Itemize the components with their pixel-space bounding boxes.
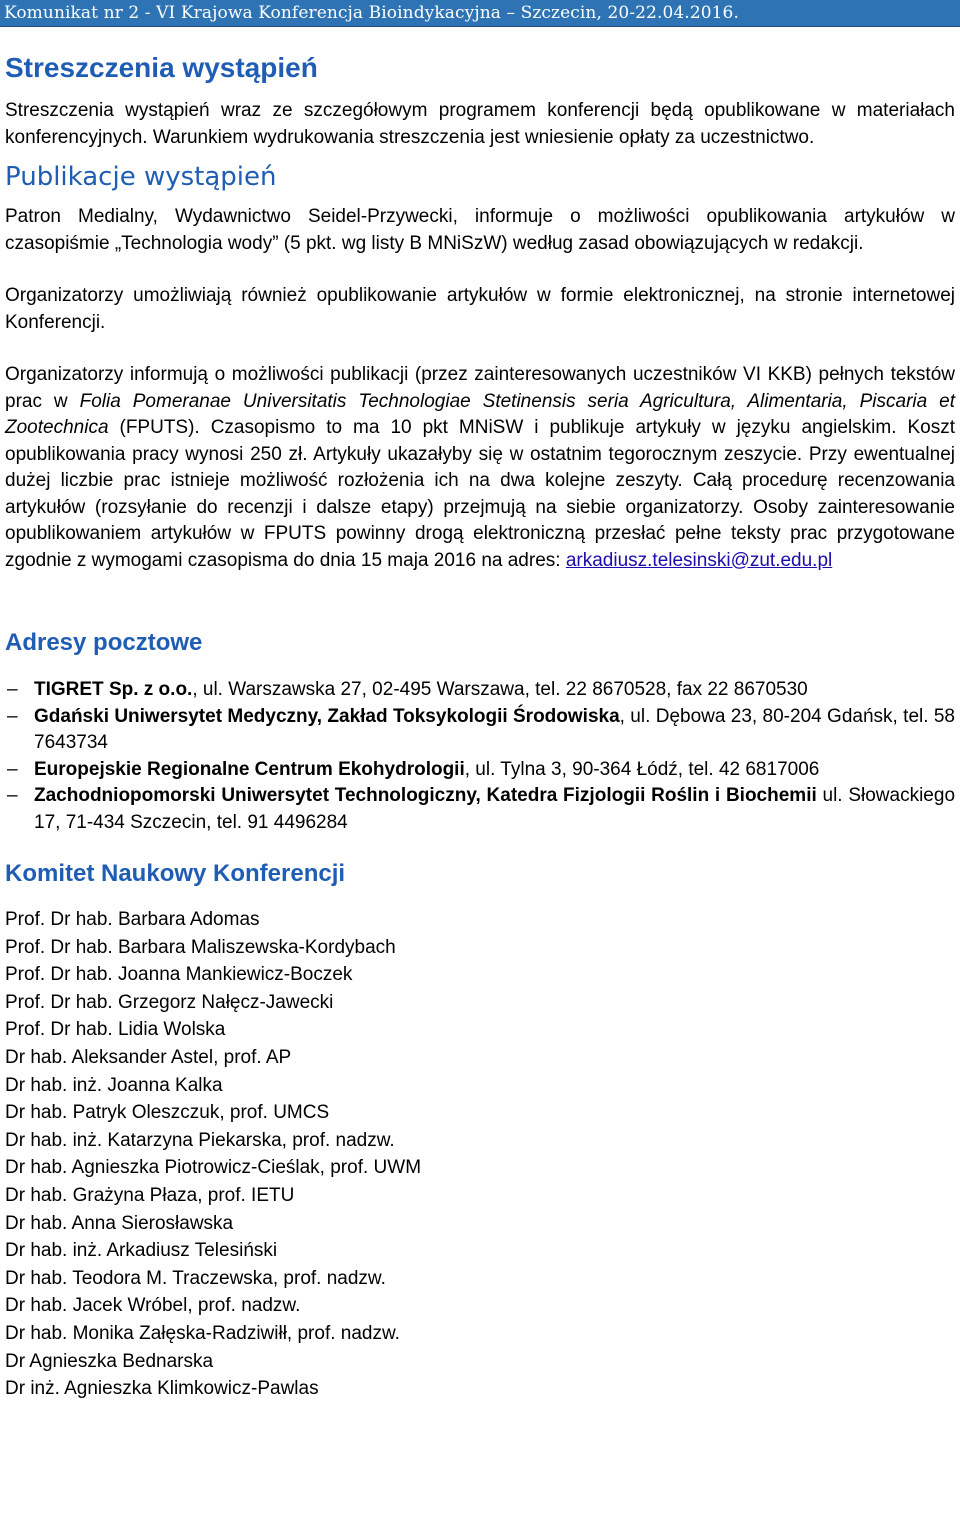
dash-bullet: – xyxy=(7,705,18,727)
dash-bullet: – xyxy=(7,679,18,700)
section-title-adresy: Adresy pocztowe xyxy=(5,629,203,656)
committee-member: Dr hab. inż. Joanna Kalka xyxy=(5,1074,223,1096)
committee-member: Dr hab. Agnieszka Piotrowicz-Cieślak, prof. UWM xyxy=(5,1157,422,1179)
dash-bullet: – xyxy=(7,758,18,780)
committee-member: Dr hab. Jacek Wróbel, prof. nadzw. xyxy=(5,1295,301,1317)
email-link[interactable]: arkadiusz.telesinski@zut.edu.pl xyxy=(565,549,833,571)
section-title-streszczenia: Streszczenia wystąpień xyxy=(5,52,318,83)
document-header xyxy=(0,0,960,27)
dash-bullet: – xyxy=(7,785,18,806)
publikacje-paragraph-3 xyxy=(5,362,955,574)
address-name: TIGRET Sp. z o.o. xyxy=(34,679,193,700)
streszczenia-paragraph: Streszczenia wystąpień wraz ze szczegółowym programem konferencji będą opublikowane w materiałach konferencyjnych. Warunkiem wydrukowania streszczenia jest wniesienie opłaty za uczestnictwo. xyxy=(5,100,955,148)
committee-member: Prof. Dr hab. Barbara Adomas xyxy=(5,909,260,930)
committee-member: Prof. Dr hab. Grzegorz Nałęcz-Jawecki xyxy=(5,991,334,1013)
address-name: Zachodniopomorski Uniwersytet Technologiczny, Katedra Fizjologii Roślin i Biochemii xyxy=(34,785,817,806)
page-content xyxy=(5,50,955,1403)
committee-member: Dr hab. Aleksander Astel, prof. AP xyxy=(5,1046,292,1068)
list-item xyxy=(5,677,955,704)
address-details: , ul. Warszawska 27, 02-495 Warszawa, tel. 22 8670528, fax 22 8670530 xyxy=(192,679,808,700)
publikacje-paragraph-2: Organizatorzy umożliwiają również opublikowanie artykułów w formie elektronicznej, na stronie internetowej Konferencji. xyxy=(5,285,955,333)
address-details: ul. Słowackiego 17, 71-434 Szczecin, tel. 91 4496284 xyxy=(34,785,956,833)
address-list xyxy=(5,677,955,836)
address-details: , ul. Dębowa 23, 80-204 Gdańsk, tel. 58 7643734 xyxy=(34,705,955,753)
address-name: Gdański Uniwersytet Medyczny, Zakład Toksykologii Środowiska xyxy=(34,705,620,727)
committee-member: Dr inż. Agnieszka Klimkowicz-Pawlas xyxy=(5,1378,319,1400)
committee-member: Dr hab. Monika Załęska-Radziwiłł, prof. nadzw. xyxy=(5,1322,400,1344)
publikacje-paragraph-1: Patron Medialny, Wydawnictwo Seidel-Przywecki, informuje o możliwości opublikowania artykułów w czasopiśmie „Technologia wody” (5 pkt. wg listy B MNiSzW) według zasad obowiązujących w redakcji. xyxy=(5,206,955,254)
paragraph-3-text-a: Organizatorzy informują o możliwości publikacji (przez zainteresowanych uczestników VI KKB) pełnych tekstów prac w xyxy=(5,364,955,412)
section-title-publikacje: Publikacje wystąpień xyxy=(5,162,277,192)
committee-member: Dr hab. inż. Arkadiusz Telesiński xyxy=(5,1240,278,1262)
committee-member: Prof. Dr hab. Barbara Maliszewska-Kordybach xyxy=(5,936,396,958)
list-item xyxy=(5,783,955,836)
list-item xyxy=(5,757,955,784)
address-name: Europejskie Regionalne Centrum Ekohydrologii xyxy=(34,758,465,780)
committee-member: Dr Agnieszka Bednarska xyxy=(5,1350,214,1372)
committee-member: Dr hab. Teodora M. Traczewska, prof. nadzw. xyxy=(5,1267,386,1289)
committee-member: Prof. Dr hab. Joanna Mankiewicz-Boczek xyxy=(5,964,353,986)
journal-title: Folia Pomeranae Universitatis Technologiae Stetinensis seria Agricultura, Alimentaria, Piscaria et Zootechnica xyxy=(5,390,955,438)
committee-member: Dr hab. Grażyna Płaza, prof. IETU xyxy=(5,1184,295,1206)
committee-member: Dr hab. inż. Katarzyna Piekarska, prof. nadzw. xyxy=(5,1129,395,1151)
paragraph-3-text-b: (FPUTS). Czasopismo to ma 10 pkt MNiSW i publikuje artykuły w języku angielskim. Koszt opublikowania pracy wynosi 250 zł. Artykuły ukazałyby się w ostatnim tegorocznym zeszycie. Przy ewentualnej dużej liczbie prac istnieje możliwość rozłożenia ich na dwa kolejne zeszyty. Całą procedurę recenzowania artykułów (rozsyłanie do recenzji i dalsze etapy) przejmują na siebie organizatorzy. Osoby zainteresowanie opublikowaniem artykułów w FPUTS powinny drogą elektroniczną przesłać pełne teksty prac przygotowane zgodnie z wymogami czasopisma do dnia 15 maja 2016 na adres: xyxy=(5,417,955,571)
committee-list xyxy=(5,906,955,1403)
list-item xyxy=(5,704,955,757)
header-text: Komunikat nr 2 - VI Krajowa Konferencja Bioindykacyjna – Szczecin, 20-22.04.2016. xyxy=(4,3,739,23)
address-details: , ul. Tylna 3, 90-364 Łódź, tel. 42 6817006 xyxy=(464,758,820,780)
committee-member: Prof. Dr hab. Lidia Wolska xyxy=(5,1019,226,1041)
committee-member: Dr hab. Anna Sierosławska xyxy=(5,1212,234,1234)
committee-member: Dr hab. Patryk Oleszczuk, prof. UMCS xyxy=(5,1102,330,1124)
section-title-komitet: Komitet Naukowy Konferencji xyxy=(5,860,346,887)
